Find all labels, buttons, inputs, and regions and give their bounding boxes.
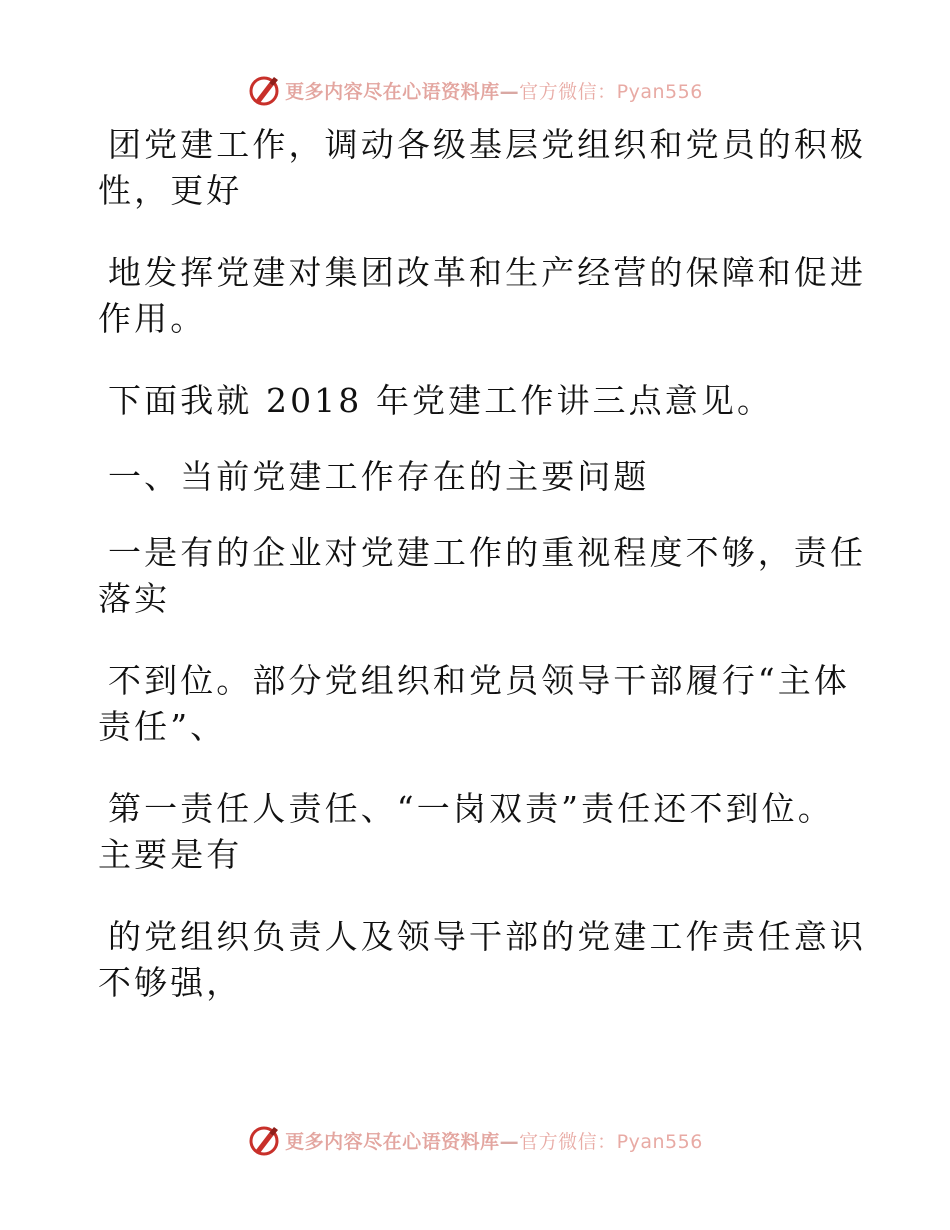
watermark-text	[285, 77, 703, 104]
header-watermark	[0, 70, 950, 110]
watermark-separator: —	[499, 80, 520, 103]
paragraph-line: 落实	[98, 579, 171, 618]
heading-line: 一、当前党建工作存在的主要问题	[108, 457, 650, 496]
watermark-brand: 更多内容尽在心语资料库	[285, 1130, 500, 1153]
paragraph-8	[98, 914, 867, 1006]
document-body	[98, 122, 867, 1042]
paragraph-line: 团党建工作，调动各级基层党组织和党员的积极	[108, 125, 867, 164]
paragraph-line: 第一责任人责任、“一岗双责”责任还不到位。	[108, 789, 834, 828]
paragraph-line: 下面我就 2018 年党建工作讲三点意见。	[108, 381, 774, 420]
watermark-text	[285, 1127, 703, 1154]
pen-logo-icon	[247, 73, 281, 107]
watermark-wechat: 官方微信：Pyan556	[519, 1130, 703, 1153]
paragraph-5	[98, 530, 867, 622]
paragraph-line: 的党组织负责人及领导干部的党建工作责任意识	[108, 917, 867, 956]
watermark-wechat: 官方微信：Pyan556	[519, 80, 703, 103]
pen-logo-icon	[247, 1123, 281, 1157]
paragraph-line: 不够强，	[98, 963, 243, 1002]
paragraph-6	[98, 658, 850, 750]
paragraph-line: 作用。	[98, 299, 207, 338]
paragraph-1	[98, 122, 867, 214]
paragraph-3	[98, 378, 838, 424]
footer-watermark	[0, 1120, 950, 1160]
paragraph-line: 不到位。部分党组织和党员领导干部履行“主体	[108, 661, 850, 700]
paragraph-7	[98, 786, 838, 878]
paragraph-line: 责任”、	[98, 707, 227, 746]
paragraph-2	[98, 250, 867, 342]
paragraph-line: 性，更好	[98, 171, 243, 210]
watermark-separator: —	[499, 1130, 520, 1153]
watermark-brand: 更多内容尽在心语资料库	[285, 80, 500, 103]
paragraph-line: 地发挥党建对集团改革和生产经营的保障和促进	[108, 253, 867, 292]
paragraph-line: 主要是有	[98, 835, 243, 874]
paragraph-line: 一是有的企业对党建工作的重视程度不够，责任	[108, 533, 867, 572]
section-heading-1	[98, 454, 838, 500]
